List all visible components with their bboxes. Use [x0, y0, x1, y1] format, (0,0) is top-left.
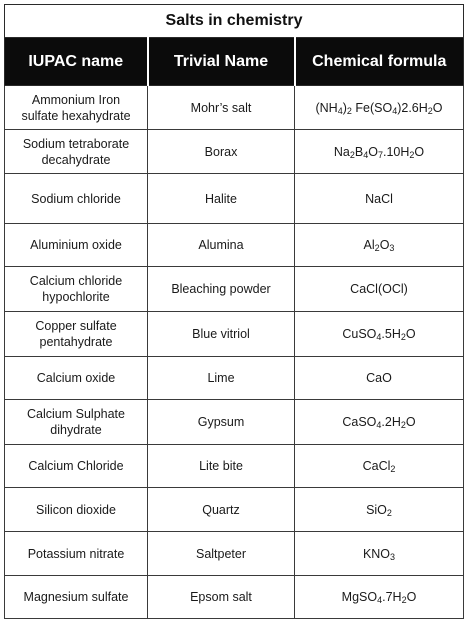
table-title: Salts in chemistry	[5, 5, 464, 38]
table-row	[5, 576, 464, 619]
salts-table-container	[4, 4, 463, 619]
trivial-name-cell: Lime	[148, 357, 295, 400]
trivial-name-cell: Quartz	[148, 488, 295, 532]
iupac-name-cell: Aluminium oxide	[5, 224, 148, 267]
table-row	[5, 86, 464, 130]
table-row	[5, 312, 464, 357]
trivial-name-cell: Alumina	[148, 224, 295, 267]
table-row	[5, 267, 464, 312]
iupac-name-cell: Calcium Chloride	[5, 445, 148, 488]
chemical-formula-cell: CaCl$_2$	[295, 445, 464, 488]
chemical-formula-cell: $KNO_3$	[295, 532, 464, 576]
iupac-name-cell: Sodium chloride	[5, 174, 148, 224]
chemical-formula-cell: $Al_2O_3$	[295, 224, 464, 267]
iupac-name-cell: Magnesium sulfate	[5, 576, 148, 619]
iupac-name-cell: Calcium Sulphate dihydrate	[5, 400, 148, 445]
table-row	[5, 400, 464, 445]
chemical-formula-cell: $MgSO_4.7H_2O$	[295, 576, 464, 619]
chemical-formula-cell: SiO$_2$	[295, 488, 464, 532]
trivial-name-cell: Epsom salt	[148, 576, 295, 619]
table-row	[5, 488, 464, 532]
trivial-name-cell: Lite bite	[148, 445, 295, 488]
trivial-name-cell: Bleaching powder	[148, 267, 295, 312]
iupac-name-cell: Ammonium Iron sulfate hexahydrate	[5, 86, 148, 130]
trivial-name-cell: Blue vitriol	[148, 312, 295, 357]
header-chemical-formula: Chemical formula	[295, 38, 464, 86]
trivial-name-cell: Saltpeter	[148, 532, 295, 576]
table-row	[5, 174, 464, 224]
salts-table	[4, 4, 464, 619]
table-header-row	[5, 38, 464, 86]
iupac-name-cell: Silicon dioxide	[5, 488, 148, 532]
chemical-formula-cell: $(NH_4)_2$ $Fe(SO_4)2.6H_2O$	[295, 86, 464, 130]
trivial-name-cell: Gypsum	[148, 400, 295, 445]
trivial-name-cell: Borax	[148, 130, 295, 174]
table-row	[5, 130, 464, 174]
chemical-formula-cell: $CaSO_4.2H_2O$	[295, 400, 464, 445]
header-iupac-name: IUPAC name	[5, 38, 148, 86]
chemical-formula-cell: $Na_2B_4O_7.10H_2O$	[295, 130, 464, 174]
iupac-name-cell: Potassium nitrate	[5, 532, 148, 576]
table-title-row	[5, 5, 464, 38]
chemical-formula-cell: NaCl	[295, 174, 464, 224]
chemical-formula-cell: CaO	[295, 357, 464, 400]
iupac-name-cell: Copper sulfate pentahydrate	[5, 312, 148, 357]
table-row	[5, 445, 464, 488]
table-row	[5, 224, 464, 267]
table-row	[5, 532, 464, 576]
chemical-formula-cell: $CuSO_4.5H_2O$	[295, 312, 464, 357]
trivial-name-cell: Mohr’s salt	[148, 86, 295, 130]
iupac-name-cell: Calcium oxide	[5, 357, 148, 400]
iupac-name-cell: Sodium tetraborate decahydrate	[5, 130, 148, 174]
trivial-name-cell: Halite	[148, 174, 295, 224]
chemical-formula-cell: CaCl(OCl)	[295, 267, 464, 312]
table-row	[5, 357, 464, 400]
iupac-name-cell: Calcium chloride hypochlorite	[5, 267, 148, 312]
header-trivial-name: Trivial Name	[148, 38, 295, 86]
